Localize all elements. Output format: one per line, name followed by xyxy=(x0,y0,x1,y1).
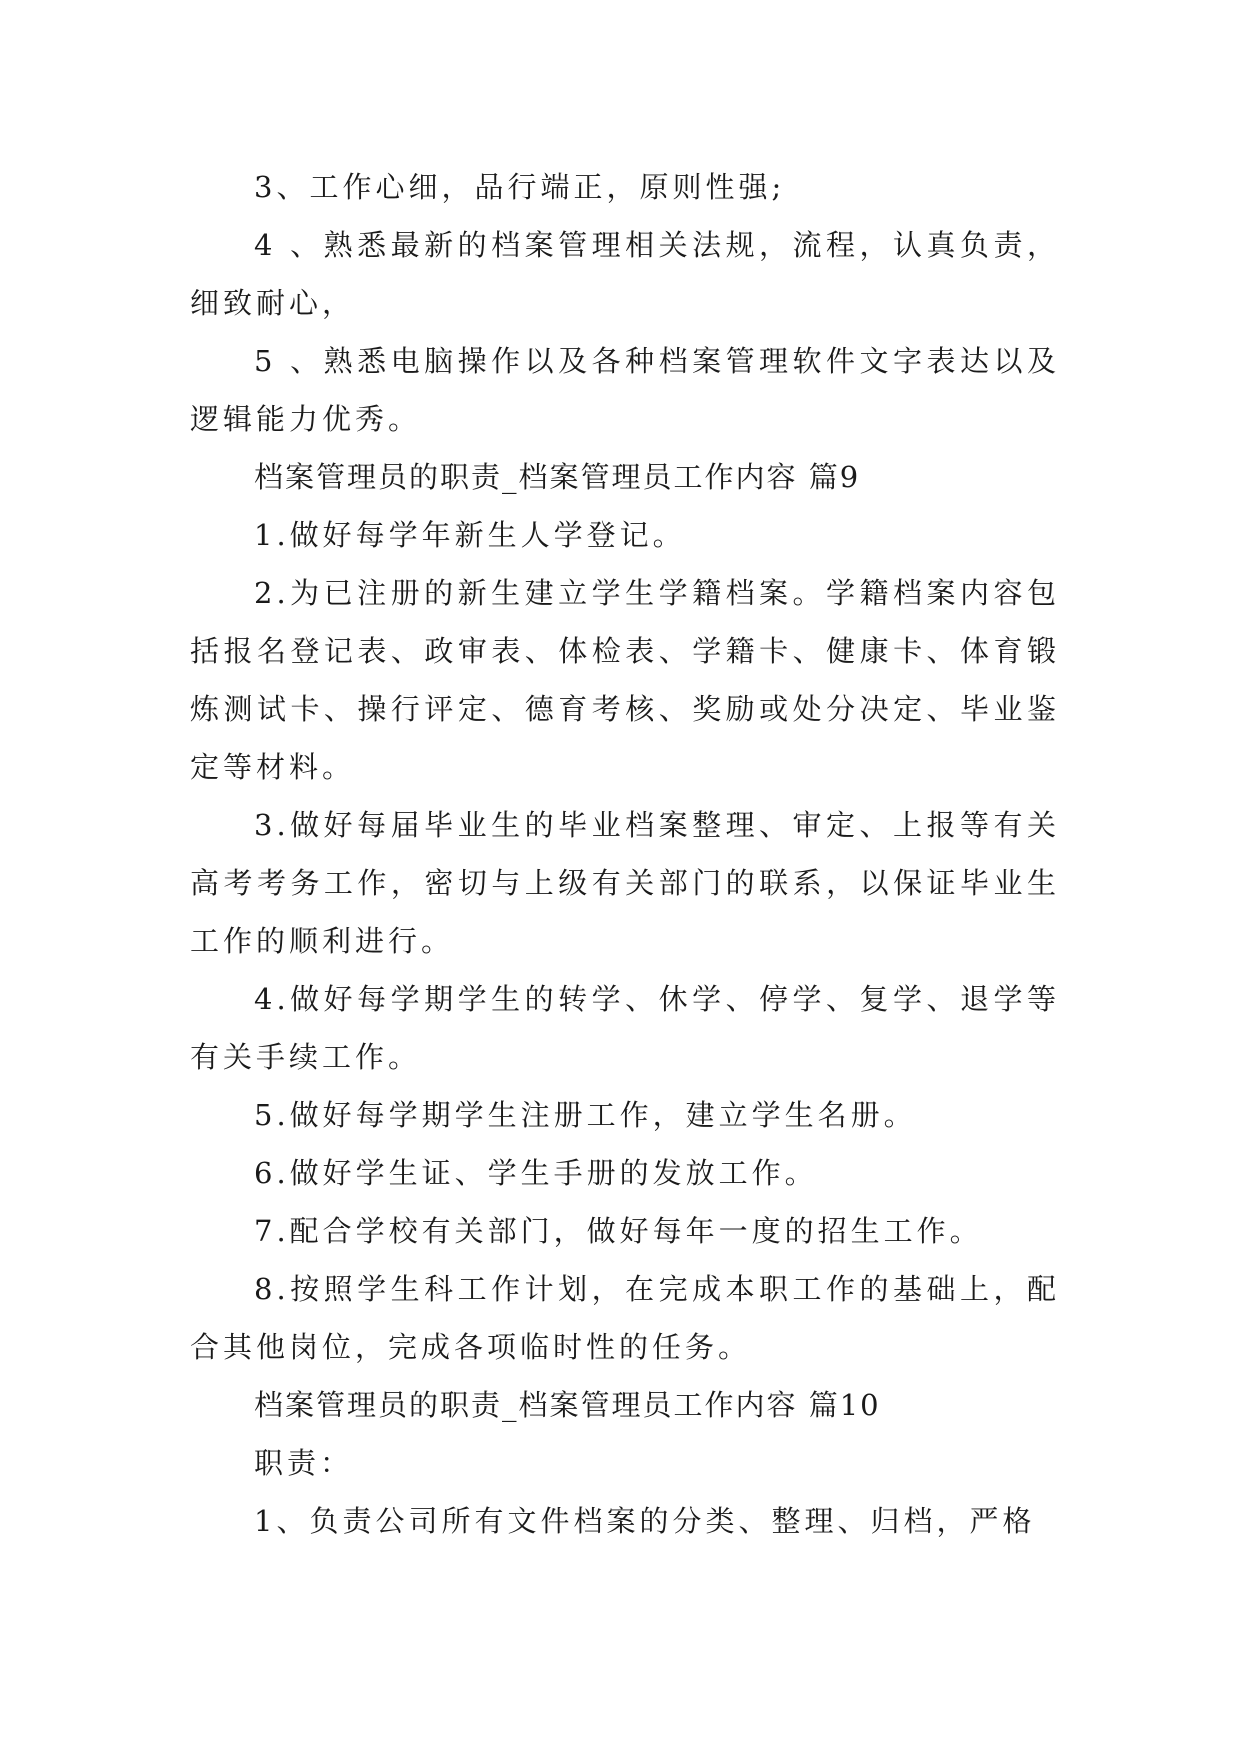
paragraph-requirement-5: 5 、熟悉电脑操作以及各种档案管理软件文字表达以及逻辑能力优秀。 xyxy=(190,344,1060,436)
paragraph-duty-8: 8.按照学生科工作计划，在完成本职工作的基础上，配合其他岗位，完成各项临时性的任务。 xyxy=(190,1272,1060,1364)
paragraph-duty-1: 1.做好每学年新生人学登记。 xyxy=(254,518,686,552)
paragraph-company-duty-1: 1、负责公司所有文件档案的分类、整理、归档，严格 xyxy=(254,1504,1036,1538)
paragraph-duty-3: 3.做好每届毕业生的毕业档案整理、审定、上报等有关高考考务工作，密切与上级有关部门的联系，以保证毕业生工作的顺利进行。 xyxy=(190,808,1060,958)
paragraph-duty-6: 6.做好学生证、学生手册的发放工作。 xyxy=(254,1156,818,1190)
paragraph-requirement-4: 4 、熟悉最新的档案管理相关法规，流程，认真负责，细致耐心， xyxy=(190,228,1060,320)
paragraph-duty-7: 7.配合学校有关部门，做好每年一度的招生工作。 xyxy=(254,1214,983,1248)
paragraph-duty-5: 5.做好每学期学生注册工作，建立学生名册。 xyxy=(254,1098,917,1132)
paragraph-duty-4: 4.做好每学期学生的转学、休学、停学、复学、退学等有关手续工作。 xyxy=(190,982,1060,1074)
section-heading-10: 档案管理员的职责_档案管理员工作内容 篇10 xyxy=(254,1388,881,1422)
paragraph-duty-2: 2.为已注册的新生建立学生学籍档案。学籍档案内容包括报名登记表、政审表、体检表、学籍卡、健康卡、体育锻炼测试卡、操行评定、德育考核、奖励或处分决定、毕业鉴定等材料。 xyxy=(190,576,1060,784)
section-heading-9: 档案管理员的职责_档案管理员工作内容 篇9 xyxy=(254,460,861,494)
paragraph-requirement-3: 3、工作心细，品行端正，原则性强; xyxy=(254,170,786,204)
paragraph-duties-label: 职责： xyxy=(254,1446,354,1480)
document-body xyxy=(190,158,1060,1550)
